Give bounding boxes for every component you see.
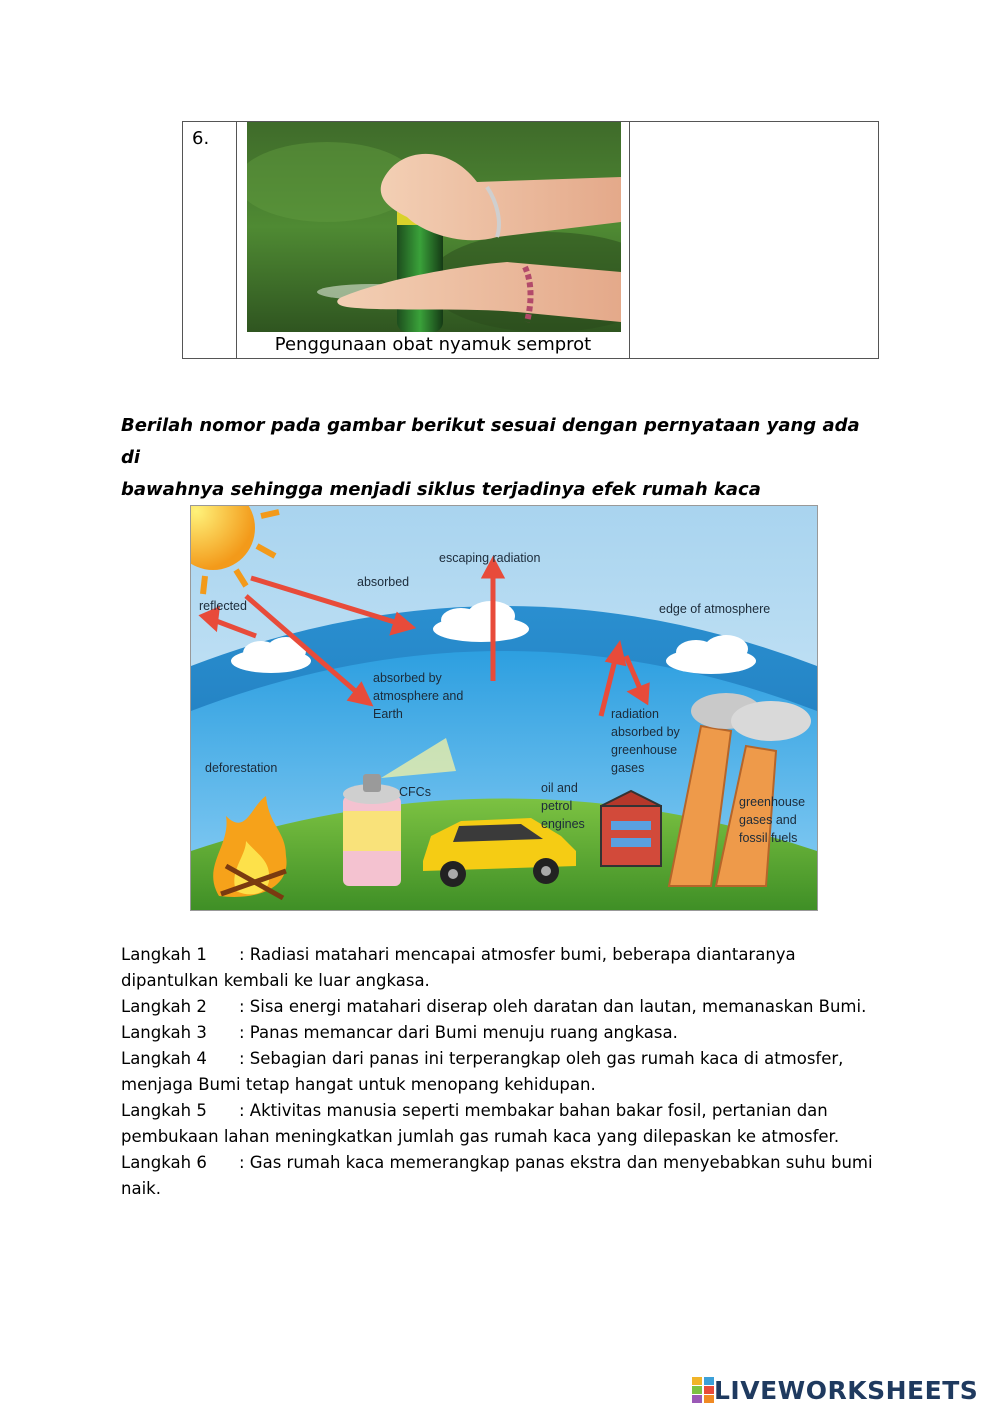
step-label: Langkah 3 bbox=[121, 1023, 207, 1042]
step-label: Langkah 4 bbox=[121, 1049, 207, 1068]
step-5 bbox=[121, 1098, 901, 1124]
label-edge: edge of atmosphere bbox=[659, 602, 771, 616]
liveworksheets-logo[interactable] bbox=[692, 1374, 978, 1406]
step-label: Langkah 6 bbox=[121, 1153, 207, 1172]
label-green-1: greenhouse bbox=[739, 795, 806, 809]
step-3 bbox=[121, 1020, 901, 1046]
label-absorbed-by-2: atmosphere and bbox=[373, 689, 464, 703]
step-4 bbox=[121, 1046, 901, 1072]
label-green-3: fossil fuels bbox=[739, 831, 798, 845]
label-radiation-3: greenhouse bbox=[611, 743, 678, 757]
step-5-cont: pembukaan lahan meningkatkan jumlah gas rumah kaca yang dilepaskan ke atmosfer. bbox=[121, 1127, 840, 1146]
label-absorbed: absorbed bbox=[357, 575, 410, 589]
answer-cell[interactable] bbox=[630, 122, 880, 358]
step-4-cont: menjaga Bumi tetap hangat untuk menopang kehidupan. bbox=[121, 1075, 596, 1094]
label-green-2: gases and bbox=[739, 813, 797, 827]
step-text: : Panas memancar dari Bumi menuju ruang angkasa. bbox=[239, 1023, 678, 1042]
label-oil-3: engines bbox=[541, 817, 585, 831]
step-2 bbox=[121, 994, 901, 1020]
label-deforestation: deforestation bbox=[205, 761, 278, 775]
steps-list bbox=[121, 942, 901, 1202]
label-oil-2: petrol bbox=[541, 799, 573, 813]
label-escaping: escaping radiation bbox=[439, 551, 541, 565]
step-label: Langkah 1 bbox=[121, 945, 207, 964]
step-text: : Aktivitas manusia seperti membakar bahan bakar fosil, pertanian dan bbox=[239, 1101, 828, 1120]
step-text: : Radiasi matahari mencapai atmosfer bumi, beberapa diantaranya bbox=[239, 945, 796, 964]
label-absorbed-by-1: absorbed by bbox=[373, 671, 442, 685]
label-radiation-2: absorbed by bbox=[611, 725, 680, 739]
mosquito-spray-photo bbox=[247, 122, 621, 332]
image-caption: Penggunaan obat nyamuk semprot bbox=[274, 334, 592, 355]
step-label: Langkah 2 bbox=[121, 997, 207, 1016]
image-cell bbox=[237, 122, 630, 358]
step-6 bbox=[121, 1150, 901, 1176]
greenhouse-effect-diagram bbox=[190, 505, 818, 911]
label-absorbed-by-3: Earth bbox=[373, 707, 403, 721]
logo-text: LIVEWORKSHEETS bbox=[714, 1375, 979, 1405]
instruction-text bbox=[121, 410, 881, 506]
worksheet-table-row bbox=[182, 121, 879, 359]
label-reflected: reflected bbox=[199, 599, 247, 613]
step-text: : Sebagian dari panas ini terperangkap oleh gas rumah kaca di atmosfer, bbox=[239, 1049, 844, 1068]
step-1-cont: dipantulkan kembali ke luar angkasa. bbox=[121, 971, 430, 990]
label-radiation-4: gases bbox=[611, 761, 645, 775]
row-number: 6. bbox=[192, 128, 210, 149]
instruction-line-1: Berilah nomor pada gambar berikut sesuai dengan pernyataan yang ada di bbox=[121, 415, 860, 468]
instruction-line-2: bawahnya sehingga menjadi siklus terjadinya efek rumah kaca bbox=[121, 479, 761, 500]
number-cell bbox=[183, 122, 237, 358]
step-text: : Gas rumah kaca memerangkap panas ekstra dan menyebabkan suhu bumi bbox=[239, 1153, 873, 1172]
label-cfcs: CFCs bbox=[399, 785, 431, 799]
step-label: Langkah 5 bbox=[121, 1101, 207, 1120]
label-radiation-1: radiation bbox=[611, 707, 659, 721]
label-oil-1: oil and bbox=[541, 781, 578, 795]
step-6-cont: naik. bbox=[121, 1179, 161, 1198]
step-1 bbox=[121, 942, 901, 968]
step-text: : Sisa energi matahari diserap oleh daratan dan lautan, memanaskan Bumi. bbox=[239, 997, 867, 1016]
logo-blocks-icon bbox=[692, 1377, 714, 1403]
